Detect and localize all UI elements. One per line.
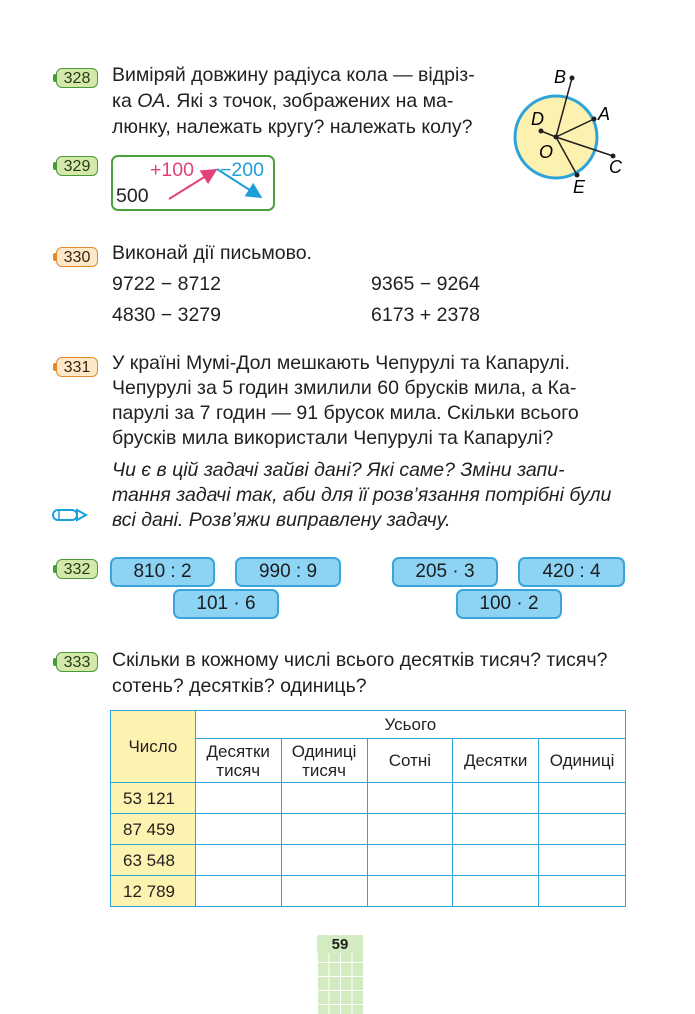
label-A: A — [598, 104, 611, 124]
exercise-331-italic-line-2: тання задачі так, аби для її розв’язання потрібні були — [112, 484, 612, 506]
column-header-tens: Десятки — [453, 739, 539, 783]
exercise-330-title: Виконай дії письмово. — [112, 242, 312, 264]
exercise-331-italic-line-3: всі дані. Розв’яжи виправлену задачу. — [112, 509, 451, 531]
column-header-total: Усього — [195, 711, 625, 739]
label-D: D — [531, 109, 544, 129]
page-number-tab — [317, 934, 363, 1014]
label-B: B — [554, 67, 567, 87]
row-number: 63 548 — [111, 845, 196, 876]
label-C: C — [609, 157, 622, 177]
exercise-number-329: 329 — [56, 156, 98, 176]
exercise-number-330: 330 — [56, 247, 98, 267]
point-D — [539, 129, 544, 134]
answer-cell[interactable] — [281, 814, 367, 845]
point-A — [592, 117, 597, 122]
circle-diagram — [505, 62, 635, 202]
operation-minus-200: −200 — [220, 159, 264, 181]
column-header-number: Число — [111, 711, 196, 783]
answer-cell[interactable] — [195, 814, 281, 845]
answer-cell[interactable] — [367, 845, 453, 876]
operation-plus-100: +100 — [150, 159, 194, 181]
exercise-number-332: 332 — [56, 559, 98, 579]
answer-cell[interactable] — [281, 845, 367, 876]
expression-205-mul-3: 205 · 3 — [392, 557, 498, 587]
exercise-331-line-1: У країні Мумі-Дол мешкають Чепурулі та Капарулі. — [112, 352, 570, 374]
expression-810-div-2: 810 : 2 — [110, 557, 215, 587]
answer-cell[interactable] — [281, 876, 367, 907]
pencil-icon — [52, 508, 88, 522]
column-header-hundreds: Сотні — [367, 739, 453, 783]
exercise-331-line-2: Чепурулі за 5 годин змилили 60 брусків мила, а Ка- — [112, 377, 577, 399]
exercise-331-line-3: парулі за 7 годин — 91 брусок мила. Скільки всього — [112, 402, 579, 424]
answer-cell[interactable] — [281, 783, 367, 814]
exercise-number-328: 328 — [56, 68, 98, 88]
expression-420-div-4: 420 : 4 — [518, 557, 625, 587]
column-header-ten-thousands: Десятки тисяч — [195, 739, 281, 783]
page-number: 59 — [317, 936, 363, 953]
answer-cell[interactable] — [453, 845, 539, 876]
exercise-328-text-line-1: Виміряй довжину радіуса кола — відріз- — [112, 64, 475, 86]
answer-cell[interactable] — [195, 845, 281, 876]
exercise-330-item-4: 6173 + 2378 — [371, 304, 480, 326]
answer-cell[interactable] — [367, 783, 453, 814]
expression-990-div-9: 990 : 9 — [235, 557, 341, 587]
answer-cell[interactable] — [539, 845, 626, 876]
label-E: E — [573, 177, 586, 197]
exercise-333-line-1: Скільки в кожному числі всього десятків тисяч? тисяч? — [112, 649, 608, 671]
point-B — [570, 76, 575, 81]
answer-cell[interactable] — [367, 876, 453, 907]
row-number: 12 789 — [111, 876, 196, 907]
row-number: 87 459 — [111, 814, 196, 845]
answer-cell[interactable] — [539, 814, 626, 845]
exercise-328-text-line-3: люнку, належать кругу? належать колу? — [112, 116, 473, 138]
exercise-330-item-2: 9365 − 9264 — [371, 273, 480, 295]
table-row — [111, 814, 626, 845]
expression-101-mul-6: 101 · 6 — [173, 589, 279, 619]
exercise-330-item-1: 9722 − 8712 — [112, 273, 221, 295]
table-row — [111, 845, 626, 876]
table-row — [111, 783, 626, 814]
exercise-333-line-2: сотень? десятків? одиниць? — [112, 675, 367, 697]
answer-cell[interactable] — [453, 876, 539, 907]
exercise-331-line-4: брусків мила використали Чепурулі та Капарулі? — [112, 427, 554, 449]
exercise-number-331: 331 — [56, 357, 98, 377]
label-O: O — [539, 142, 554, 162]
place-value-table — [110, 710, 626, 907]
answer-cell[interactable] — [539, 783, 626, 814]
answer-cell[interactable] — [453, 814, 539, 845]
table-row — [111, 876, 626, 907]
exercise-330-item-3: 4830 − 3279 — [112, 304, 221, 326]
point-O — [554, 135, 559, 140]
column-header-thousands: Одиниці тисяч — [281, 739, 367, 783]
row-number: 53 121 — [111, 783, 196, 814]
answer-cell[interactable] — [195, 876, 281, 907]
exercise-number-333: 333 — [56, 652, 98, 672]
column-header-ones: Одиниці — [539, 739, 626, 783]
answer-cell[interactable] — [539, 876, 626, 907]
exercise-328-text-line-2: ка OA. Які з точок, зображених на ма- — [112, 90, 454, 112]
answer-cell[interactable] — [195, 783, 281, 814]
expression-100-mul-2: 100 · 2 — [456, 589, 562, 619]
answer-cell[interactable] — [453, 783, 539, 814]
exercise-331-italic-line-1: Чи є в цій задачі зайві дані? Які саме? Зміни запи- — [112, 459, 565, 481]
answer-cell[interactable] — [367, 814, 453, 845]
start-number: 500 — [116, 185, 149, 207]
